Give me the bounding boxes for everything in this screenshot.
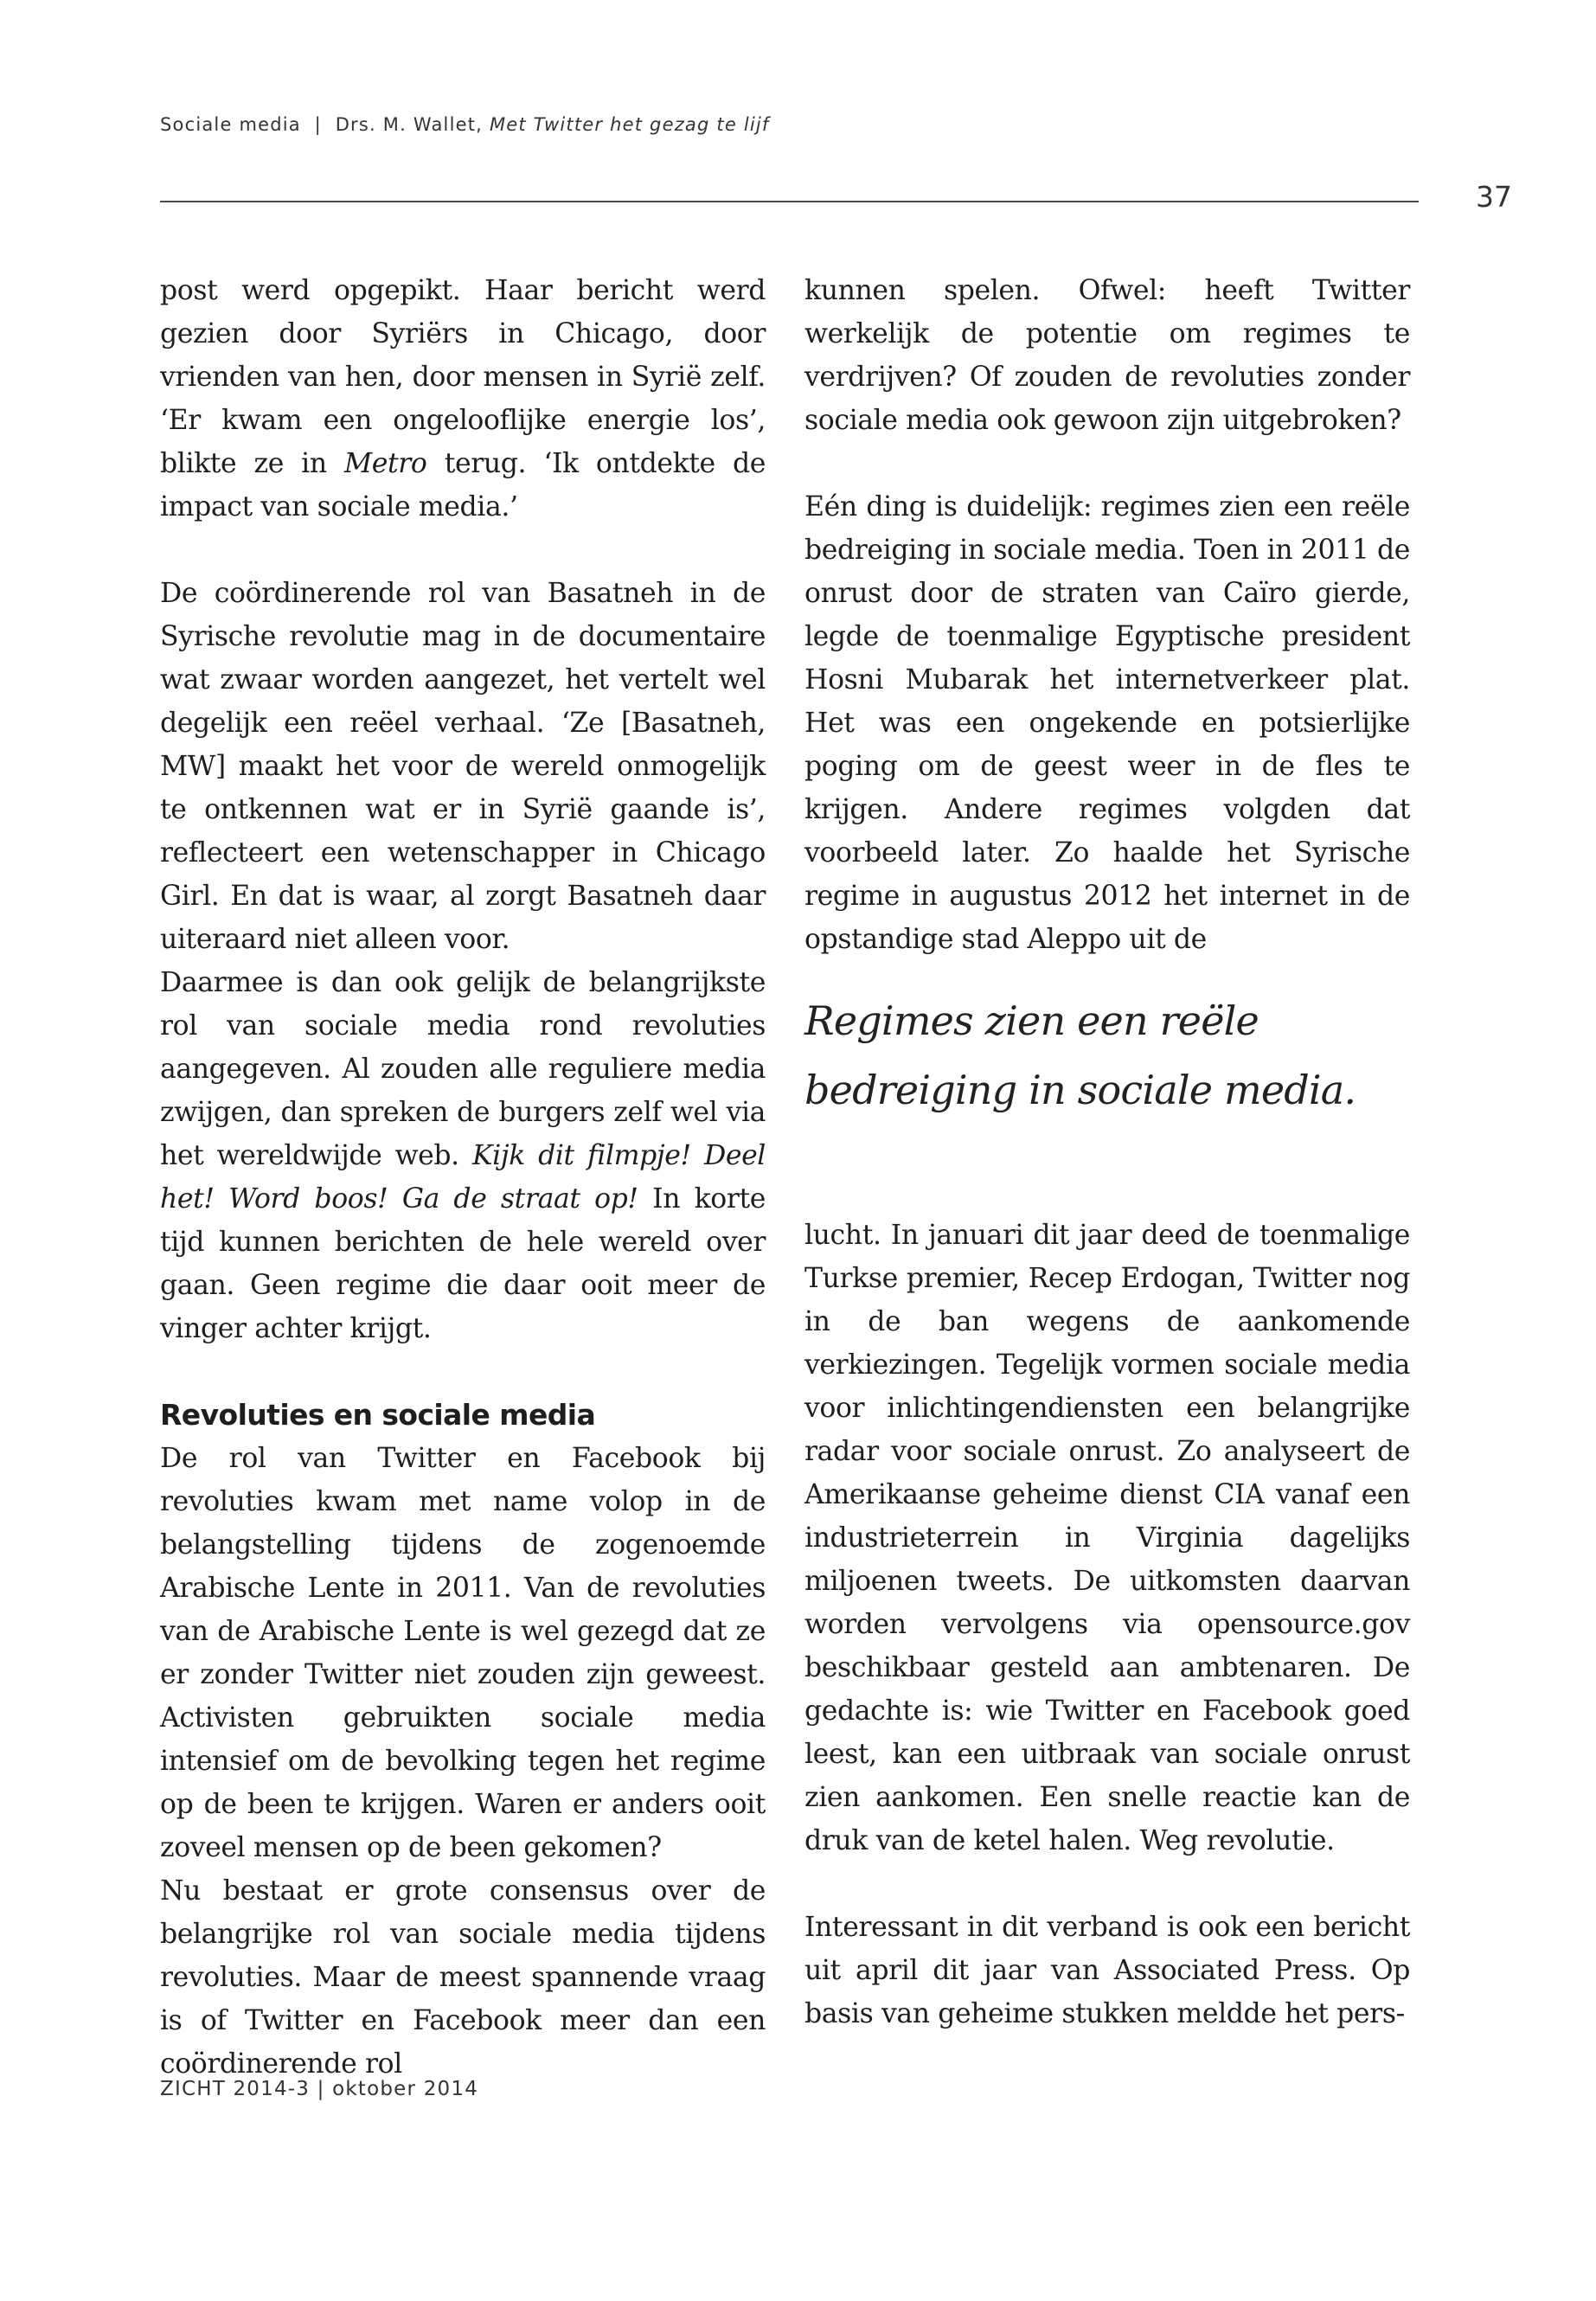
- right-column-bottom: [804, 1214, 1410, 2035]
- left-paragraph-3: [160, 961, 766, 1350]
- left-paragraph-2: De coördinerende rol van Basatneh in de Syrische revolutie mag in de documentaire wat zwaar worden aangezet, het vertelt wel degelijk een reëel verhaal. ‘Ze [Basatneh, MW] maakt het voor de wereld onmogelijk te ontkennen wat er in Syrië gaande is’, reflecteert een wetenschapper in Chicago Girl. En dat is waar, al zorgt Basatneh daar uiteraard niet alleen voor.: [160, 578, 766, 955]
- header-author: Drs. M. Wallet,: [335, 114, 484, 135]
- header-section: Sociale media: [160, 114, 301, 135]
- pull-quote: Regimes zien een reële bedreiging in sociale media.: [804, 997, 1356, 1113]
- header-separator: |: [314, 114, 322, 135]
- left-p3-italic: Kijk dit filmpje! Deel het! Word boos! Ga de straat op!: [160, 1140, 766, 1215]
- right-paragraph-1: kunnen spelen. Ofwel: heeft Twitter werkelijk de potentie om regimes te verdrijven? Of zouden de revoluties zonder sociale media ook gewoon zijn uitgebroken?: [804, 275, 1410, 436]
- footer: ZICHT 2014-3 | oktober 2014: [160, 2078, 479, 2100]
- left-p1-text: post werd opgepikt. Haar bericht werd gezien door Syriërs in Chicago, door vrienden van hen, door mensen in Syrië zelf. ‘Er kwam een ongelooflijke energie los’, blikte ze in: [160, 275, 766, 479]
- running-header: [160, 114, 770, 135]
- left-column: [160, 269, 766, 2086]
- right-paragraph-3: lucht. In januari dit jaar deed de toenmalige Turkse premier, Recep Erdogan, Twitter nog in de ban wegens de aankomende verkiezingen. Tegelijk vormen sociale media voor inlichtingendiensten een belangrijke radar voor sociale onrust. Zo analyseert de Amerikaanse geheime dienst CIA vanaf een industrieterrein in Virginia dagelijks miljoenen tweets. De uitkomsten daarvan worden vervolgens via opensource.gov beschikbaar gesteld aan ambtenaren. De gedachte is: wie Twitter en Facebook goed leest, kan een uitbraak van sociale onrust zien aankomen. Een snelle reactie kan de druk van de ketel halen. Weg revolutie.: [804, 1220, 1410, 1856]
- left-paragraph-5: Nu bestaat er grote consensus over de belangrijke rol van sociale media tijdens revoluties. Maar de meest spannende vraag is of Twitter en Facebook meer dan een coördinerende rol: [160, 1875, 766, 2080]
- left-paragraph-4: De rol van Twitter en Facebook bij revoluties kwam met name volop in de belangstelling tijdens de zogenoemde Arabische Lente in 2011. Van de revoluties van de Arabische Lente is wel gezegd dat ze er zonder Twitter niet zouden zijn geweest. Activisten gebruikten sociale media intensief om de bevolking tegen het regime op de been te krijgen. Waren er anders ooit zoveel mensen op de been gekomen?: [160, 1443, 766, 1863]
- left-p3-end: In korte tijd kunnen berichten de hele wereld over gaan. Geen regime die daar ooit meer de vinger achter krijgt.: [160, 1183, 766, 1344]
- page-number: 37: [1476, 180, 1512, 214]
- right-column-top: [804, 269, 1410, 961]
- header-article-title: Met Twitter het gezag te lijf: [489, 114, 770, 135]
- left-p1-italic: Metro: [343, 448, 427, 479]
- left-p3-text: Daarmee is dan ook gelijk de belangrijkste rol van sociale media rond revoluties aangegeven. Al zouden alle reguliere media zwijgen, dan spreken de burgers zelf wel via het wereldwijde web.: [160, 967, 766, 1171]
- header-rule: [160, 201, 1419, 202]
- section-subheading: Revoluties en sociale media: [160, 1398, 596, 1432]
- left-p1-end: terug. ‘Ik ontdekte de impact van sociale media.’: [160, 448, 766, 522]
- right-paragraph-2: Eén ding is duidelijk: regimes zien een reële bedreiging in sociale media. Toen in 2011 de onrust door de straten van Caïro gierde, legde de toenmalige Egyptische president Hosni Mubarak het internetverkeer plat. Het was een ongekende en potsierlijke poging om de geest weer in de fles te krijgen. Andere regimes volgden dat voorbeeld later. Zo haalde het Syrische regime in augustus 2012 het internet in de opstandige stad Aleppo uit de: [804, 491, 1410, 955]
- right-paragraph-4: Interessant in dit verband is ook een bericht uit april dit jaar van Associated Press. Op basis van geheime stukken meldde het pers-: [804, 1912, 1410, 2029]
- left-paragraph-1: [160, 269, 766, 529]
